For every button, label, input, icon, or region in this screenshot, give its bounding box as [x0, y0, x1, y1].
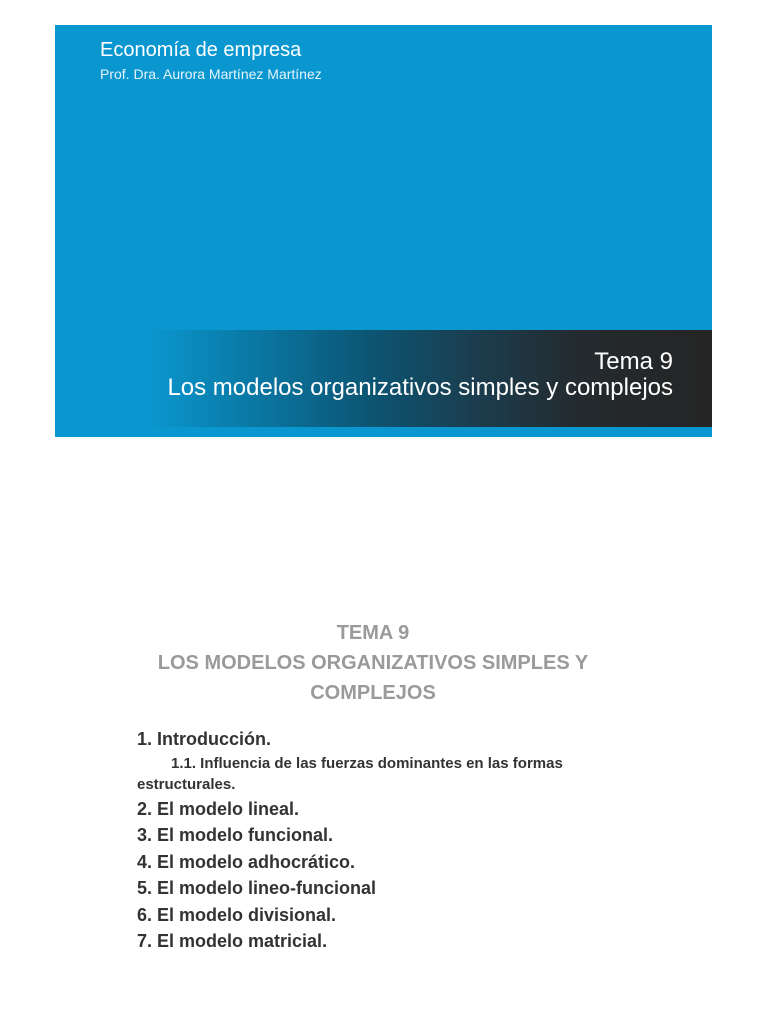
cover-slide [55, 25, 712, 437]
title-band [55, 330, 712, 427]
index-heading [100, 618, 646, 708]
toc-item-lineo-funcional: 5. El modelo lineo-funcional [137, 878, 377, 898]
toc-item-lineal: 2. El modelo lineal. [137, 798, 300, 819]
toc-subitem-line1: 1.1. Influencia de las fuerzas dominantes en las formas [171, 754, 563, 772]
band-bottom-strip [55, 427, 712, 437]
toc-item-adhocratico: 4. El modelo adhocrático. [137, 851, 356, 872]
index-heading-line3: COMPLEJOS [310, 682, 436, 704]
toc-item-funcional: 3. El modelo funcional. [137, 825, 334, 845]
toc-item-matricial: 7. El modelo matricial. [137, 931, 328, 951]
toc-item-divisional: 6. El modelo divisional. [137, 904, 337, 925]
table-of-contents [137, 726, 677, 955]
index-heading-line2: LOS MODELOS ORGANIZATIVOS SIMPLES Y [157, 652, 589, 674]
professor-name: Prof. Dra. Aurora Martínez Martínez [100, 66, 322, 82]
tema-title: Los modelos organizativos simples y complejos [167, 374, 673, 401]
toc-item-introduccion: 1. Introducción. [137, 729, 272, 749]
toc-subitem-line2: estructurales. [137, 775, 236, 793]
tema-label: Tema 9 [594, 348, 673, 375]
toc-subitem-influencia [137, 753, 677, 795]
index-heading-line1: TEMA 9 [336, 622, 410, 644]
course-title: Economía de empresa [100, 39, 302, 61]
